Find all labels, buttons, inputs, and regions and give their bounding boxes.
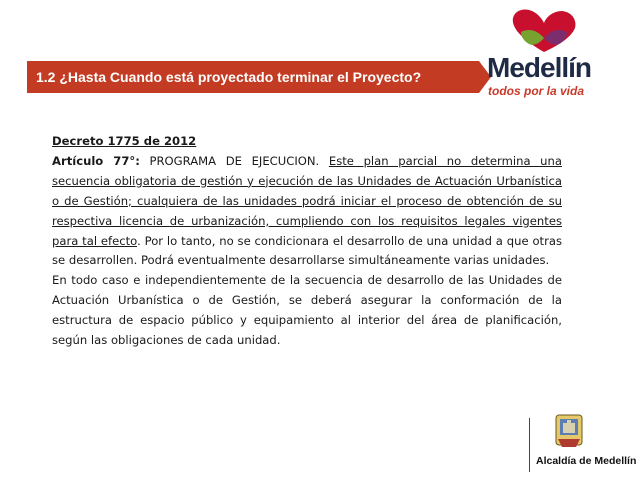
article-rest-text: . Por lo tanto, no se condicionara el desarrollo de una unidad a que otras se desarrollen. Podrá eventualmente desarrollarse simultáneamente varias unidades.	[52, 233, 563, 268]
slide-title: 1.2 ¿Hasta Cuando está proyectado terminar el Proyecto?	[36, 69, 422, 85]
article-label: Artículo 77°:	[52, 153, 140, 168]
medellin-logo	[487, 8, 605, 104]
article-title: PROGRAMA DE EJECUCION.	[139, 153, 329, 168]
footer-label: Alcaldía de Medellín	[536, 455, 637, 467]
slide-title-bar	[27, 61, 491, 93]
second-paragraph: En todo caso e independientemente de la secuencia de desarrollo de las Unidades de Actuación Urbanística o de Gestión, se deberá asegurar la conformación de la estructura de espacio público y equipamiento al interior del área de planificación, según las obligaciones de cada unidad.	[52, 273, 562, 348]
article-paragraph	[52, 152, 562, 271]
logo-wordmark: Medellín	[487, 52, 592, 83]
logo-tagline: todos por la vida	[488, 84, 585, 98]
coat-of-arms-icon	[554, 413, 584, 451]
decree-heading: Decreto 1775 de 2012	[52, 134, 197, 148]
article-underlined-text: Este plan parcial no determina una secuencia obligatoria de gestión y ejecución de las Unidades de Actuación Urbanística o de Gestión; cualquiera de las unidades podrá iniciar el proceso de obtención de su respectiva licencia de urbanización, cumpliendo con los requisitos legales vigentes para tal efecto	[52, 153, 562, 248]
heart-logo-icon	[509, 8, 579, 54]
slide-body	[52, 132, 562, 351]
footer-divider	[529, 418, 530, 472]
